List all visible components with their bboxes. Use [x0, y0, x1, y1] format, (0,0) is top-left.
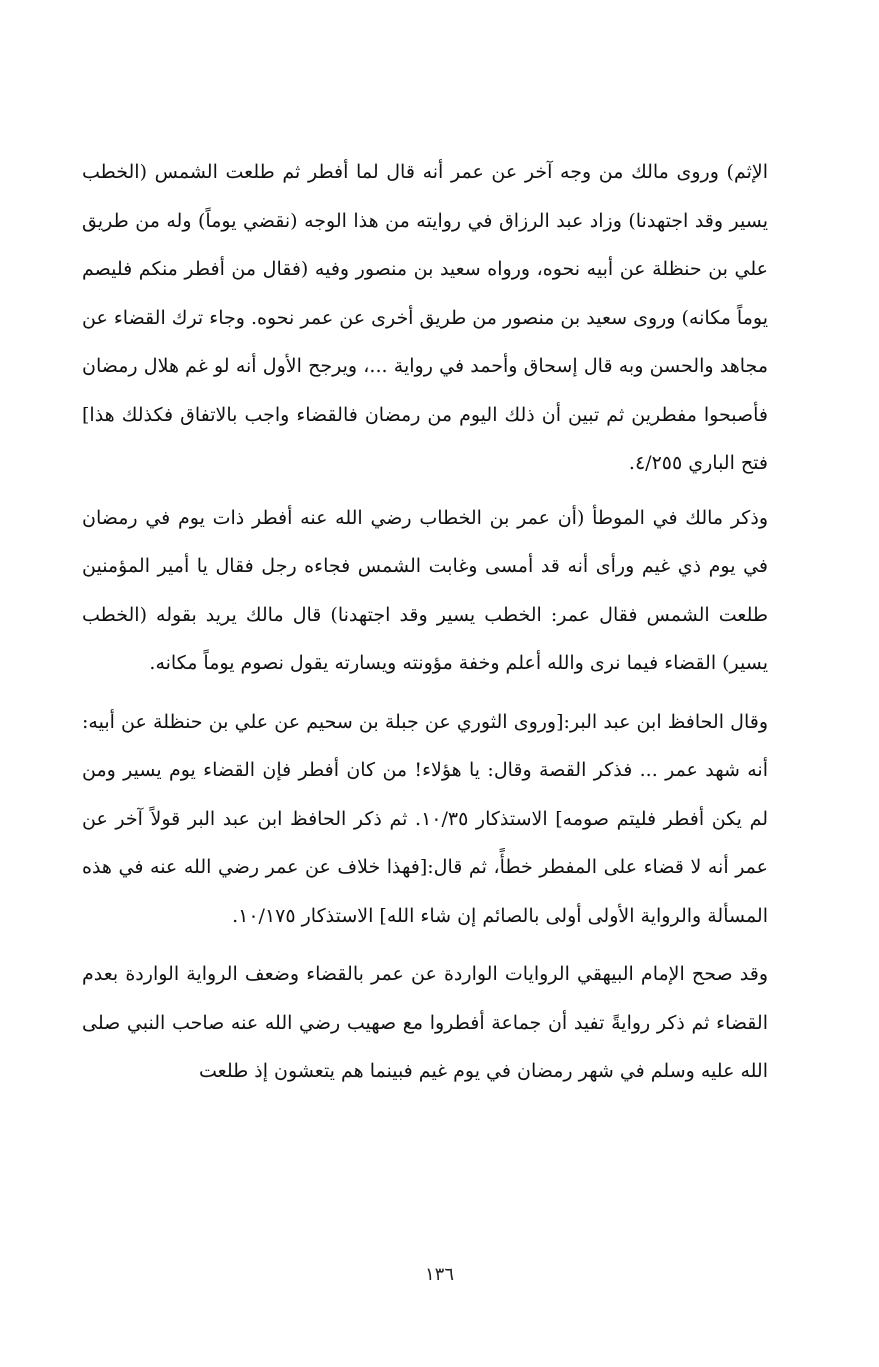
paragraph-1: الإثم) وروى مالك من وجه آخر عن عمر أنه قال لما أفطر ثم طلعت الشمس (الخطب يسير وقد اجتهدنا) وزاد عبد الرزاق في روايته من هذا الوجه (نقضي يوماً) وله من طريق علي بن حنظلة عن أبيه نحوه، ورواه سعيد بن منصور وفيه (فقال من أفطر منكم فليصم يوماً مكانه) وروى سعيد بن منصور من طريق أخرى عن عمر نحوه. وجاء ترك القضاء عن مجاهد والحسن وبه قال إسحاق وأحمد في رواية ...، ويرجح الأول أنه لو غم هلال رمضان فأصبحوا مفطرين ثم تبين أن ذلك اليوم من رمضان فالقضاء واجب بالاتفاق فكذلك هذا] فتح الباري ٤/٢٥٥. — [82, 161, 768, 474]
paragraph-2: وذكر مالك في الموطأ (أن عمر بن الخطاب رضي الله عنه أفطر ذات يوم في رمضان في يوم ذي غيم ورأى أنه قد أمسى وغابت الشمس فجاءه رجل فقال يا أمير المؤمنين طلعت الشمس فقال عمر: الخطب يسير وقد اجتهدنا) قال مالك يريد بقوله (الخطب يسير) القضاء فيما نرى والله أعلم وخفة مؤونته ويسارته يقول نصوم يوماً مكانه. — [82, 506, 768, 674]
body-text — [82, 148, 768, 1096]
page-number: ١٣٦ — [424, 1264, 454, 1285]
paragraph-4: وقد صحح الإمام البيهقي الروايات الواردة عن عمر بالقضاء وضعف الرواية الواردة بعدم القضاء ثم ذكر روايةً تفيد أن جماعة أفطروا مع صهيب رضي الله عنه صاحب النبي صلى الله عليه وسلم في شهر رمضان في يوم غيم فبينما هم يتعشون إذ طلعت — [82, 963, 768, 1082]
paragraph-3: وقال الحافظ ابن عبد البر:[وروى الثوري عن جبلة بن سحيم عن علي بن حنظلة عن أبيه: أنه شهد عمر ... فذكر القصة وقال: يا هؤلاء! من كان أفطر فإن القضاء يوم يسير ومن لم يكن أفطر فليتم صومه] الاستذكار ١٠/٣٥. ثم ذكر الحافظ ابن عبد البر قولاً آخر عن عمر أنه لا قضاء على المفطر خطأً، ثم قال:[فهذا خلاف عن عمر رضي الله عنه في هذه المسألة والرواية الأولى أولى بالصائم إن شاء الله] الاستذكار ١٠/١٧٥. — [82, 710, 768, 927]
